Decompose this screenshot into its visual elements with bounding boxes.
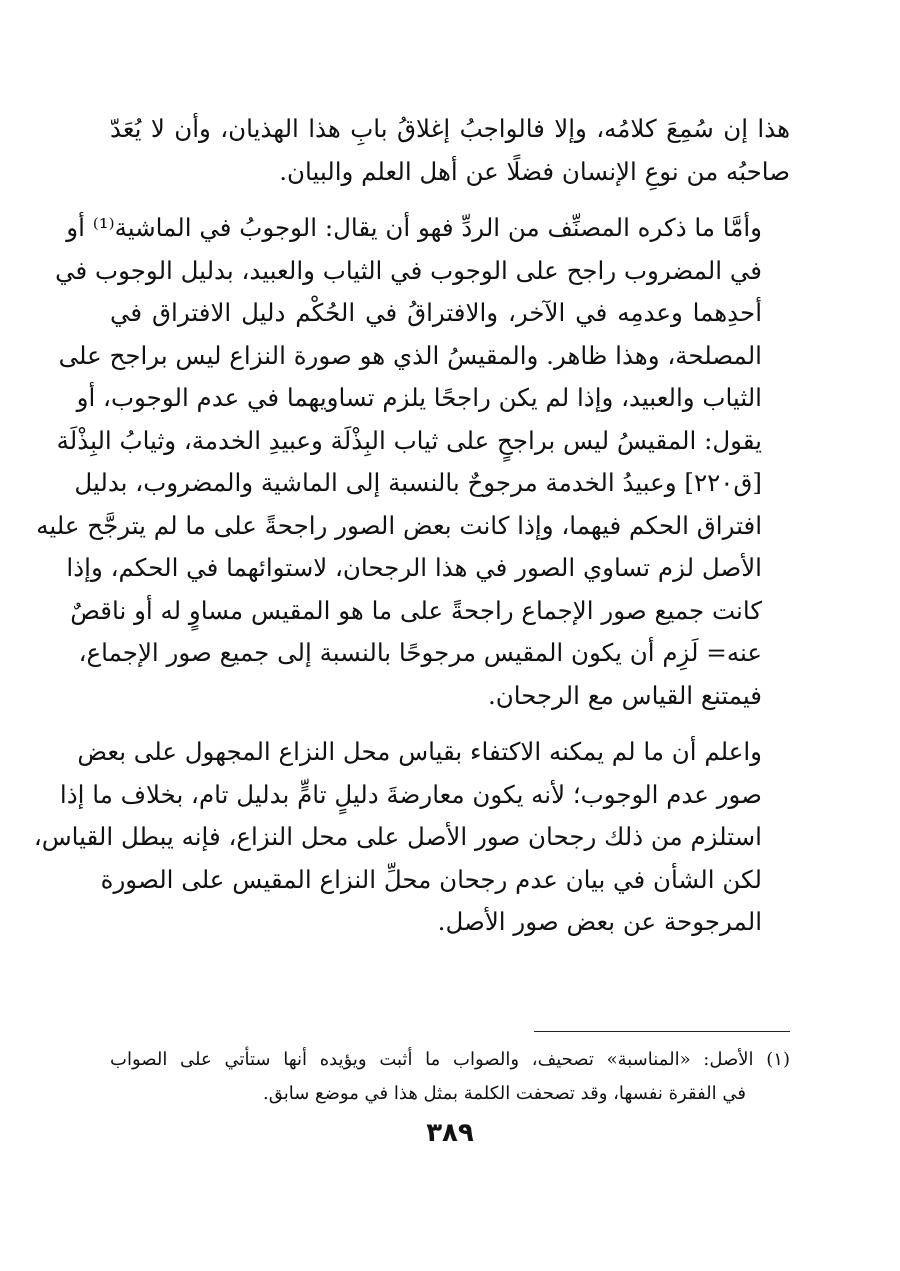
text-line: في المضروب راجح على الوجوب في الثياب والعبيد، بدليل الوجوب في bbox=[55, 255, 762, 285]
footnote bbox=[110, 1043, 790, 1111]
text-line: يقول: المقيسُ ليس براجحٍ على ثياب البِذْلَة وعبيدِ الخدمة، وثيابُ البِذْلَة bbox=[56, 425, 762, 455]
text-line: لكن الشأن في بيان عدم رجحان محلِّ النزاع المقيس على الصورة bbox=[100, 864, 762, 894]
text-line: الثياب والعبيد، وإذا لم يكن راجحًا يلزم تساويهما في عدم الوجوب، أو bbox=[76, 383, 762, 412]
text-line: فيمتنع القياس مع الرجحان. bbox=[487, 680, 762, 710]
footnote-line: في الفقرة نفسها، وقد تصحفت الكلمة بمثل هذا في موضع سابق. bbox=[263, 1083, 746, 1104]
text-line: المرجوحة عن بعض صور الأصل. bbox=[437, 907, 762, 936]
page-body bbox=[33, 108, 790, 958]
text-line: [ق٢٢٠] وعبيدُ الخدمة مرجوحٌ بالنسبة إلى الماشية والمضروب، بدليل bbox=[74, 468, 762, 497]
page-number: ٣٨٩ bbox=[426, 1118, 474, 1148]
paragraph-2 bbox=[36, 207, 790, 717]
paragraph-1 bbox=[110, 108, 790, 193]
text-line: الأصل لزم تساوي الصور في هذا الرجحان، لاستوائهما في الحكم، وإذا bbox=[66, 553, 762, 582]
footnote-line: (١) الأصل: «المناسبة» تصحيف، والصواب ما أثبت ويؤيده أنها ستأتي على الصواب bbox=[110, 1049, 790, 1070]
text-line: صاحبُه من نوعِ الإنسان فضلًا عن أهل العلم والبيان. bbox=[279, 156, 790, 186]
text-line: استلزم من ذلك رجحان صور الأصل على محل النزاع، فإنه يبطل القياس، bbox=[33, 822, 762, 851]
text-line: هذا إن سُمِعَ كلامُه، وإلا فالواجبُ إغلاقُ بابِ هذا الهذيان، وأن لا يُعَدّ bbox=[110, 114, 790, 143]
text-line: المصلحة، وهذا ظاهر. والمقيسُ الذي هو صورة النزاع ليس براجح على bbox=[58, 340, 762, 370]
footnote-separator bbox=[534, 1031, 790, 1032]
text-line: أحدِهما وعدمِه في الآخر، والافتراقُ في الحُكْم دليل الافتراق في bbox=[110, 298, 762, 327]
text-line: واعلم أن ما لم يمكنه الاكتفاء بقياس محل النزاع المجهول على بعض bbox=[77, 737, 762, 766]
text-line: وأمَّا ما ذكره المصنِّف من الردِّ فهو أن يقال: الوجوبُ في الماشية⁽¹⁾ أو bbox=[66, 213, 762, 242]
text-line: افتراق الحكم فيهما، وإذا كانت بعض الصور راجحةً على ما لم يترجَّح عليه bbox=[36, 510, 762, 540]
text-line: عنه= لَزِم أن يكون المقيس مرجوحًا بالنسبة إلى جميع صور الإجماع، bbox=[78, 638, 762, 667]
paragraph-3 bbox=[33, 731, 790, 944]
text-line: كانت جميع صور الإجماع راجحةً على ما هو المقيس مساوٍ له أو ناقصٌ bbox=[70, 595, 762, 625]
text-line: صور عدم الوجوب؛ لأنه يكون معارضةَ دليلٍ تامٍّ بدليل تام، بخلاف ما إذا bbox=[59, 779, 762, 809]
